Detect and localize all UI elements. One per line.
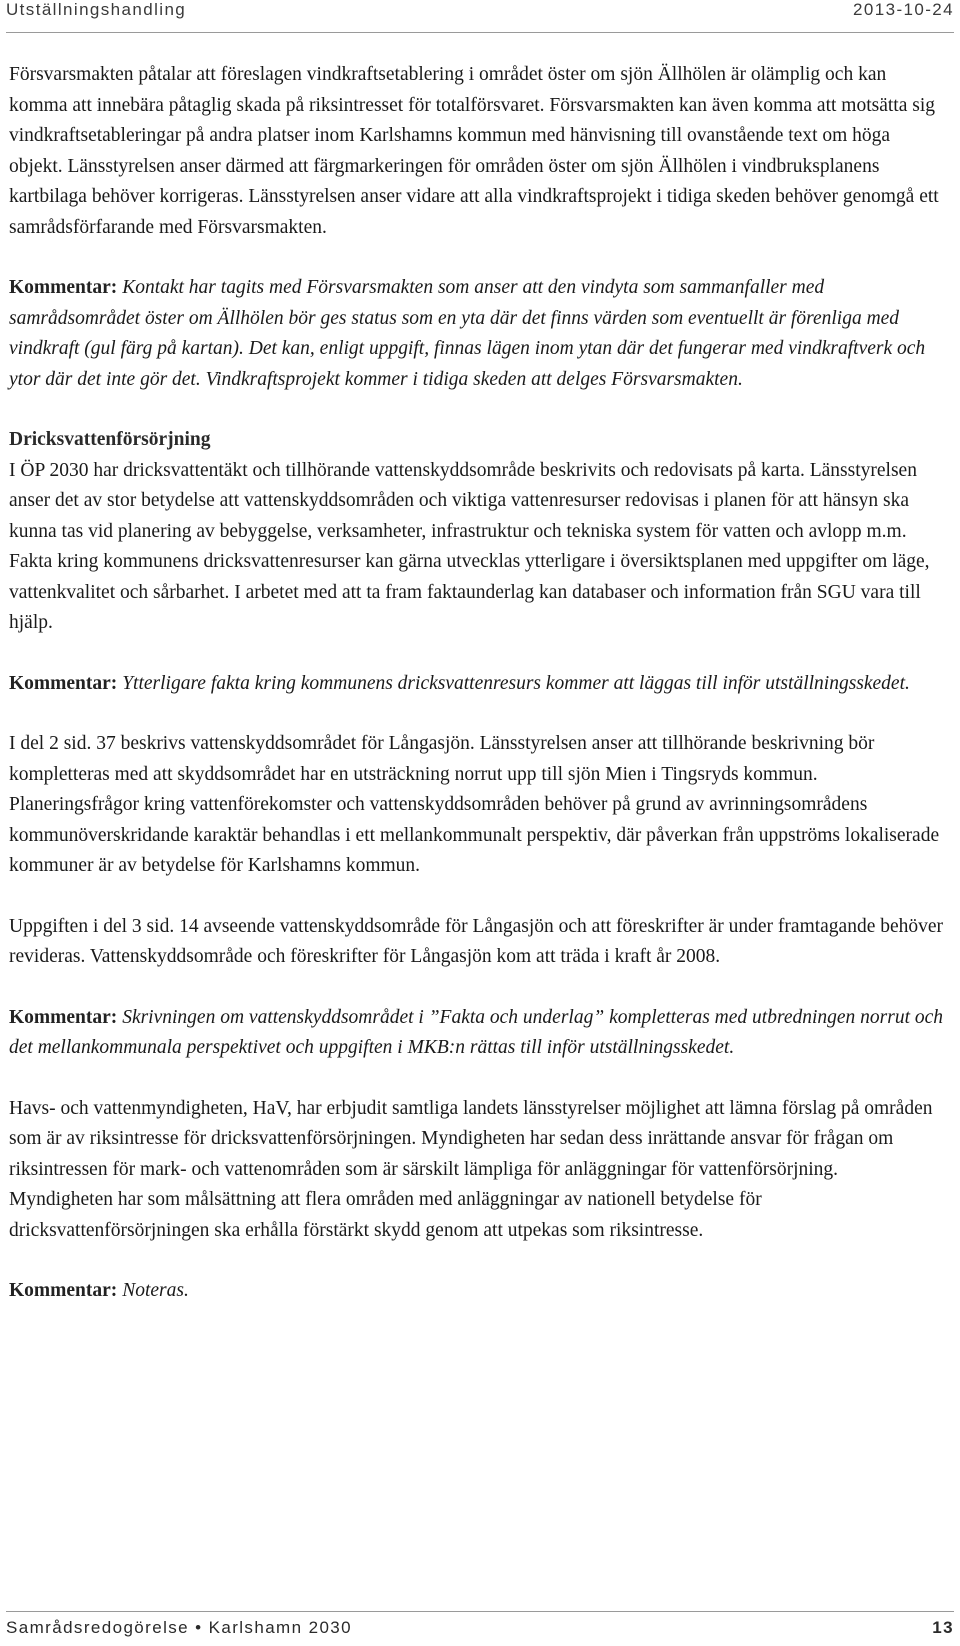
paragraph-forsvarsmakten: Försvarsmakten påtalar att föreslagen vindkraftsetablering i området öster om sjön Ällhölen är olämplig och kan komma att innebära påtaglig skada på riksintresset för totalförsvaret. Försvarsmakten kan även komma att motsätta sig vindkraftsetableringar på andra platser inom Karlshamns kommun med hänvisning till ovanstående text om höga objekt. Länsstyrelsen anser därmed att färgmarkeringen för områden öster om sjön Ällhölen i vindbruksplanens kartbilaga behöver korrigeras. Länsstyrelsen anser vidare att alla vindkraftsprojekt i tidiga skeden behöver genomgå ett samrådsförfarande med Försvarsmakten.: [9, 64, 939, 238]
comment-text: Noteras.: [122, 1280, 189, 1301]
paragraph-del3: Uppgiften i del 3 sid. 14 avseende vattenskyddsområde för Långasjön och att föreskrifter är under framtagande behöver revideras. Vattenskyddsområde och föreskrifter för Långasjön kom att träda i kraft år 2008.: [9, 915, 944, 967]
comment-dricksvattenresurs: [9, 669, 946, 700]
comment-noteras: [9, 1276, 946, 1307]
comment-vattenskyddsomrade: [9, 1003, 946, 1064]
comment-label: Kommentar:: [9, 1280, 118, 1301]
comment-label: Kommentar:: [9, 1006, 118, 1028]
comment-forsvarsmakten: [9, 273, 946, 395]
comment-text: Skrivningen om vattenskyddsområdet i ”Fakta och underlag” kompletteras med utbredningen norrut och det mellankommunala perspektivet och uppgiften i MKB:n rättas till inför utställningsskedet.: [9, 1006, 944, 1058]
paragraph-hav: Havs- och vattenmyndigheten, HaV, har erbjudit samtliga landets länsstyrelser möjlighet att lämna förslag på områden som är av riksintresse för dricksvattenförsörjningen. Myndigheten har sedan dess inrättande ansvar för frågan om riksintressen för mark- och vattenområden som är särskilt lämpliga för anläggningar för vattenförsörjning. Myndigheten har som målsättning att flera områden med anläggningar av nationell betydelse för dricksvattenförsörjningen ska erhålla förstärkt skydd genom att utpekas som riksintresse.: [9, 1097, 933, 1241]
page-number: 13: [932, 1618, 954, 1637]
document-status: Utställningshandling: [6, 0, 187, 19]
page-header: [6, 0, 954, 33]
document-body: [9, 60, 946, 1337]
comment-text: Ytterligare fakta kring kommunens dricksvattenresurs kommer att läggas till inför utställningsskedet.: [122, 672, 910, 694]
comment-label: Kommentar:: [9, 672, 118, 694]
paragraph-op2030: I ÖP 2030 har dricksvattentäkt och tillhörande vattenskyddsområde beskrivits och redovisats på karta. Länsstyrelsen anser det av stor betydelse att vattenskyddsområden och viktiga vattenresurser redovisas i planen för att hänsyn ska kunna tas vid planering av bebyggelse, verksamheter, infrastruktur och tekniska system för vatten och avlopp m.m. Fakta kring kommunens dricksvattenresurser kan gärna utvecklas ytterligare i översiktsplanen med uppgifter om läge, vattenkvalitet och sårbarhet. I arbetet med att ta fram faktaunderlag kan databaser och information från SGU vara till hjälp.: [9, 459, 930, 633]
comment-text: Kontakt har tagits med Försvarsmakten som anser att den vindyta som sammanfaller med samrådsområdet öster om Ällhölen bör ges status som en yta där det finns värden som eventuellt är förenliga med vindkraft (gul färg på kartan). Det kan, enligt uppgift, finnas lägen inom ytan där det fungerar med vindkraftverk och ytor där det inte gör det. Vindkraftsprojekt kommer i tidiga skeden att delges Försvarsmakten.: [9, 277, 926, 390]
comment-label: Kommentar:: [9, 277, 118, 298]
document-date: 2013-10-24: [853, 0, 954, 19]
page-footer: [6, 1611, 954, 1640]
section-heading-dricksvatten: Dricksvattenförsörjning: [9, 429, 211, 450]
paragraph-langasjon: I del 2 sid. 37 beskrivs vattenskyddsområdet för Långasjön. Länsstyrelsen anser att tillhörande beskrivning bör kompletteras med att skyddsområdet har en utsträckning norrut upp till sjön Mien i Tingsryds kommun. Planeringsfrågor kring vattenförekomster och vattenskyddsområden behöver på grund av avrinningsområdens kommunöverskridande karaktär behandlas i ett mellankommunalt perspektiv, där påverkan från uppströms lokaliserade kommuner är av betydelse för Karlshamns kommun.: [9, 733, 940, 876]
footer-document-title: Samrådsredogörelse • Karlshamn 2030: [6, 1618, 353, 1637]
